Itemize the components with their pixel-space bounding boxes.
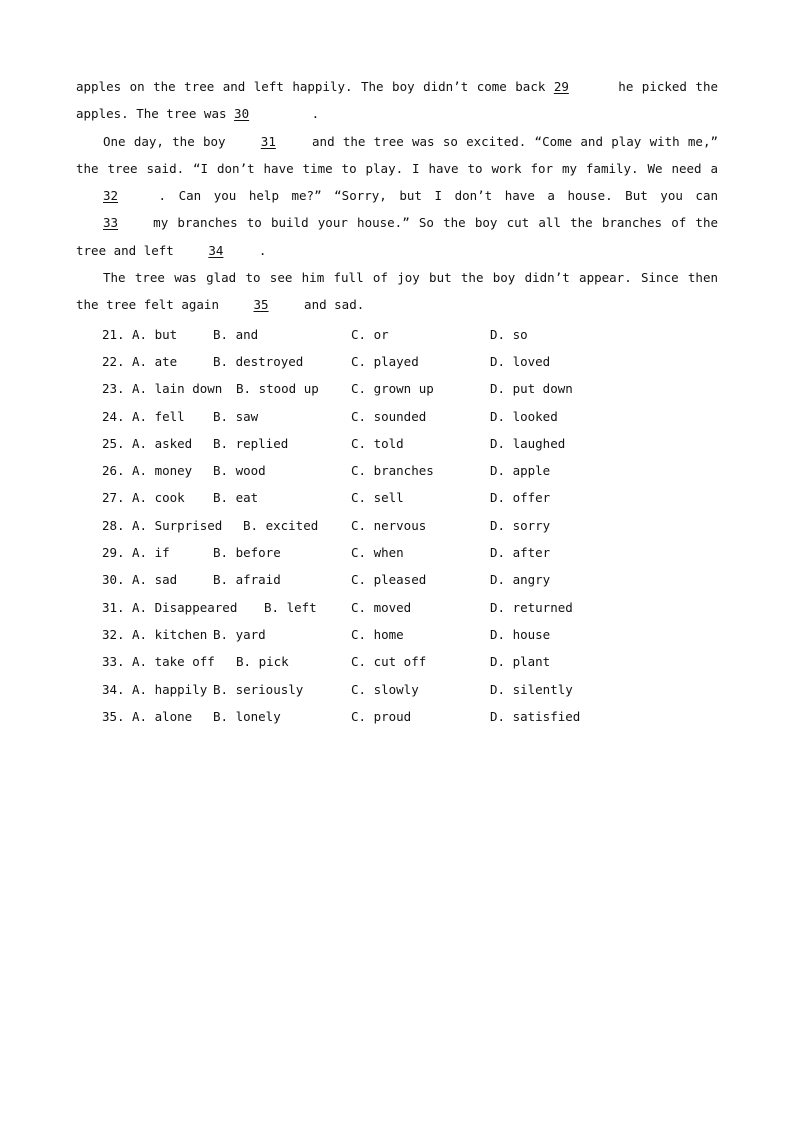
option-b: B. yard (213, 626, 266, 642)
option-a: A. alone (132, 708, 193, 724)
question-number: 30. (102, 572, 125, 588)
option-a: A. but (132, 326, 178, 342)
question-number: 27. (102, 490, 125, 506)
option-d: D. returned (490, 599, 573, 615)
option-b: B. lonely (213, 708, 281, 724)
passage-text: apples on the tree and left happily. The boy didn’t come back (76, 79, 554, 94)
question-row (76, 484, 718, 511)
passage-text: and sad. (296, 297, 365, 313)
question-number: 21. (102, 326, 125, 342)
option-c: C. proud (351, 708, 412, 724)
question-number: 33. (102, 654, 125, 670)
option-d: D. silently (490, 681, 573, 697)
question-row (76, 594, 718, 621)
option-c: C. told (351, 435, 404, 451)
blank-31: 31 (260, 133, 276, 149)
blank-30: 30 (234, 106, 250, 122)
blank-29: 29 (553, 79, 569, 94)
option-b: B. pick (236, 654, 289, 670)
passage-text: and the tree was so excited. “Come and play with me,” the tree said. “I don’t have time to play. I have to work for my family. We need a (76, 133, 719, 176)
blank-32: 32 (103, 188, 119, 204)
option-d: D. apple (490, 463, 551, 479)
passage-paragraph-3 (76, 264, 718, 319)
question-number: 28. (102, 517, 125, 533)
question-number: 29. (102, 545, 125, 561)
option-b: B. excited (243, 517, 319, 533)
option-b: B. eat (213, 490, 259, 506)
option-d: D. house (490, 626, 551, 642)
exam-page (76, 73, 718, 730)
option-b: B. wood (213, 463, 266, 479)
question-number: 25. (102, 435, 125, 451)
passage-text: The tree was glad to see him full of joy but the boy didn’t appear. Since then the tree felt again (76, 270, 718, 313)
passage-text: . (304, 106, 320, 122)
passage-paragraph-2 (76, 128, 718, 264)
option-c: C. sell (351, 490, 404, 506)
option-a: A. money (132, 463, 193, 479)
question-row (76, 676, 718, 703)
question-row (76, 512, 718, 539)
passage-text: my branches to build your house.” So the boy cut all the branches of the tree and left (76, 215, 718, 258)
option-b: B. before (213, 545, 281, 561)
option-a: A. Surprised (132, 517, 223, 533)
option-d: D. angry (490, 572, 551, 588)
option-b: B. left (264, 599, 317, 615)
option-c: C. or (351, 326, 389, 342)
question-row (76, 321, 718, 348)
option-c: C. home (351, 626, 404, 642)
question-number: 23. (102, 381, 125, 397)
option-d: D. offer (490, 490, 551, 506)
question-number: 31. (102, 599, 125, 615)
option-a: A. if (132, 545, 170, 561)
question-row (76, 457, 718, 484)
option-c: C. cut off (351, 654, 427, 670)
question-number: 24. (102, 408, 125, 424)
question-row (76, 430, 718, 457)
option-c: C. nervous (351, 517, 427, 533)
option-b: B. replied (213, 435, 289, 451)
question-number: 35. (102, 708, 125, 724)
option-c: C. grown up (351, 381, 434, 397)
blank-33: 33 (103, 215, 119, 231)
question-number: 32. (102, 626, 125, 642)
question-number: 22. (102, 353, 125, 369)
option-a: A. fell (132, 408, 185, 424)
option-a: A. happily (132, 681, 208, 697)
option-a: A. kitchen (132, 626, 208, 642)
question-number: 26. (102, 463, 125, 479)
option-c: C. slowly (351, 681, 419, 697)
option-a: A. cook (132, 490, 185, 506)
option-a: A. take off (132, 654, 215, 670)
option-b: B. afraid (213, 572, 281, 588)
option-d: D. looked (490, 408, 558, 424)
option-a: A. Disappeared (132, 599, 238, 615)
question-row (76, 648, 718, 675)
question-number: 34. (102, 681, 125, 697)
question-row (76, 539, 718, 566)
option-d: D. loved (490, 353, 551, 369)
question-row (76, 566, 718, 593)
passage-text: . (251, 242, 267, 258)
passage-text: . Can you help me?” “Sorry, but I don’t have a house. But you can (146, 188, 718, 204)
option-c: C. branches (351, 463, 434, 479)
option-c: C. when (351, 545, 404, 561)
option-b: B. and (213, 326, 259, 342)
option-b: B. destroyed (213, 353, 304, 369)
option-d: D. satisfied (490, 708, 581, 724)
option-d: D. put down (490, 381, 573, 397)
option-b: B. seriously (213, 681, 304, 697)
question-row (76, 348, 718, 375)
option-b: B. stood up (236, 381, 319, 397)
option-d: D. so (490, 326, 528, 342)
option-c: C. moved (351, 599, 412, 615)
question-row (76, 403, 718, 430)
question-list (76, 321, 718, 730)
question-row (76, 621, 718, 648)
option-a: A. ate (132, 353, 178, 369)
option-c: C. pleased (351, 572, 427, 588)
option-d: D. sorry (490, 517, 551, 533)
option-c: C. played (351, 353, 419, 369)
question-row (76, 703, 718, 730)
passage-text: One day, the boy (103, 133, 234, 149)
passage-text: he picked the apples. The tree was (76, 79, 718, 122)
option-c: C. sounded (351, 408, 427, 424)
option-b: B. saw (213, 408, 259, 424)
passage-paragraph-1 (76, 73, 718, 128)
option-d: D. laughed (490, 435, 566, 451)
question-row (76, 375, 718, 402)
option-a: A. sad (132, 572, 178, 588)
option-d: D. plant (490, 654, 551, 670)
option-a: A. lain down (132, 381, 223, 397)
option-d: D. after (490, 545, 551, 561)
blank-35: 35 (253, 297, 269, 313)
option-a: A. asked (132, 435, 193, 451)
blank-34: 34 (208, 242, 224, 258)
